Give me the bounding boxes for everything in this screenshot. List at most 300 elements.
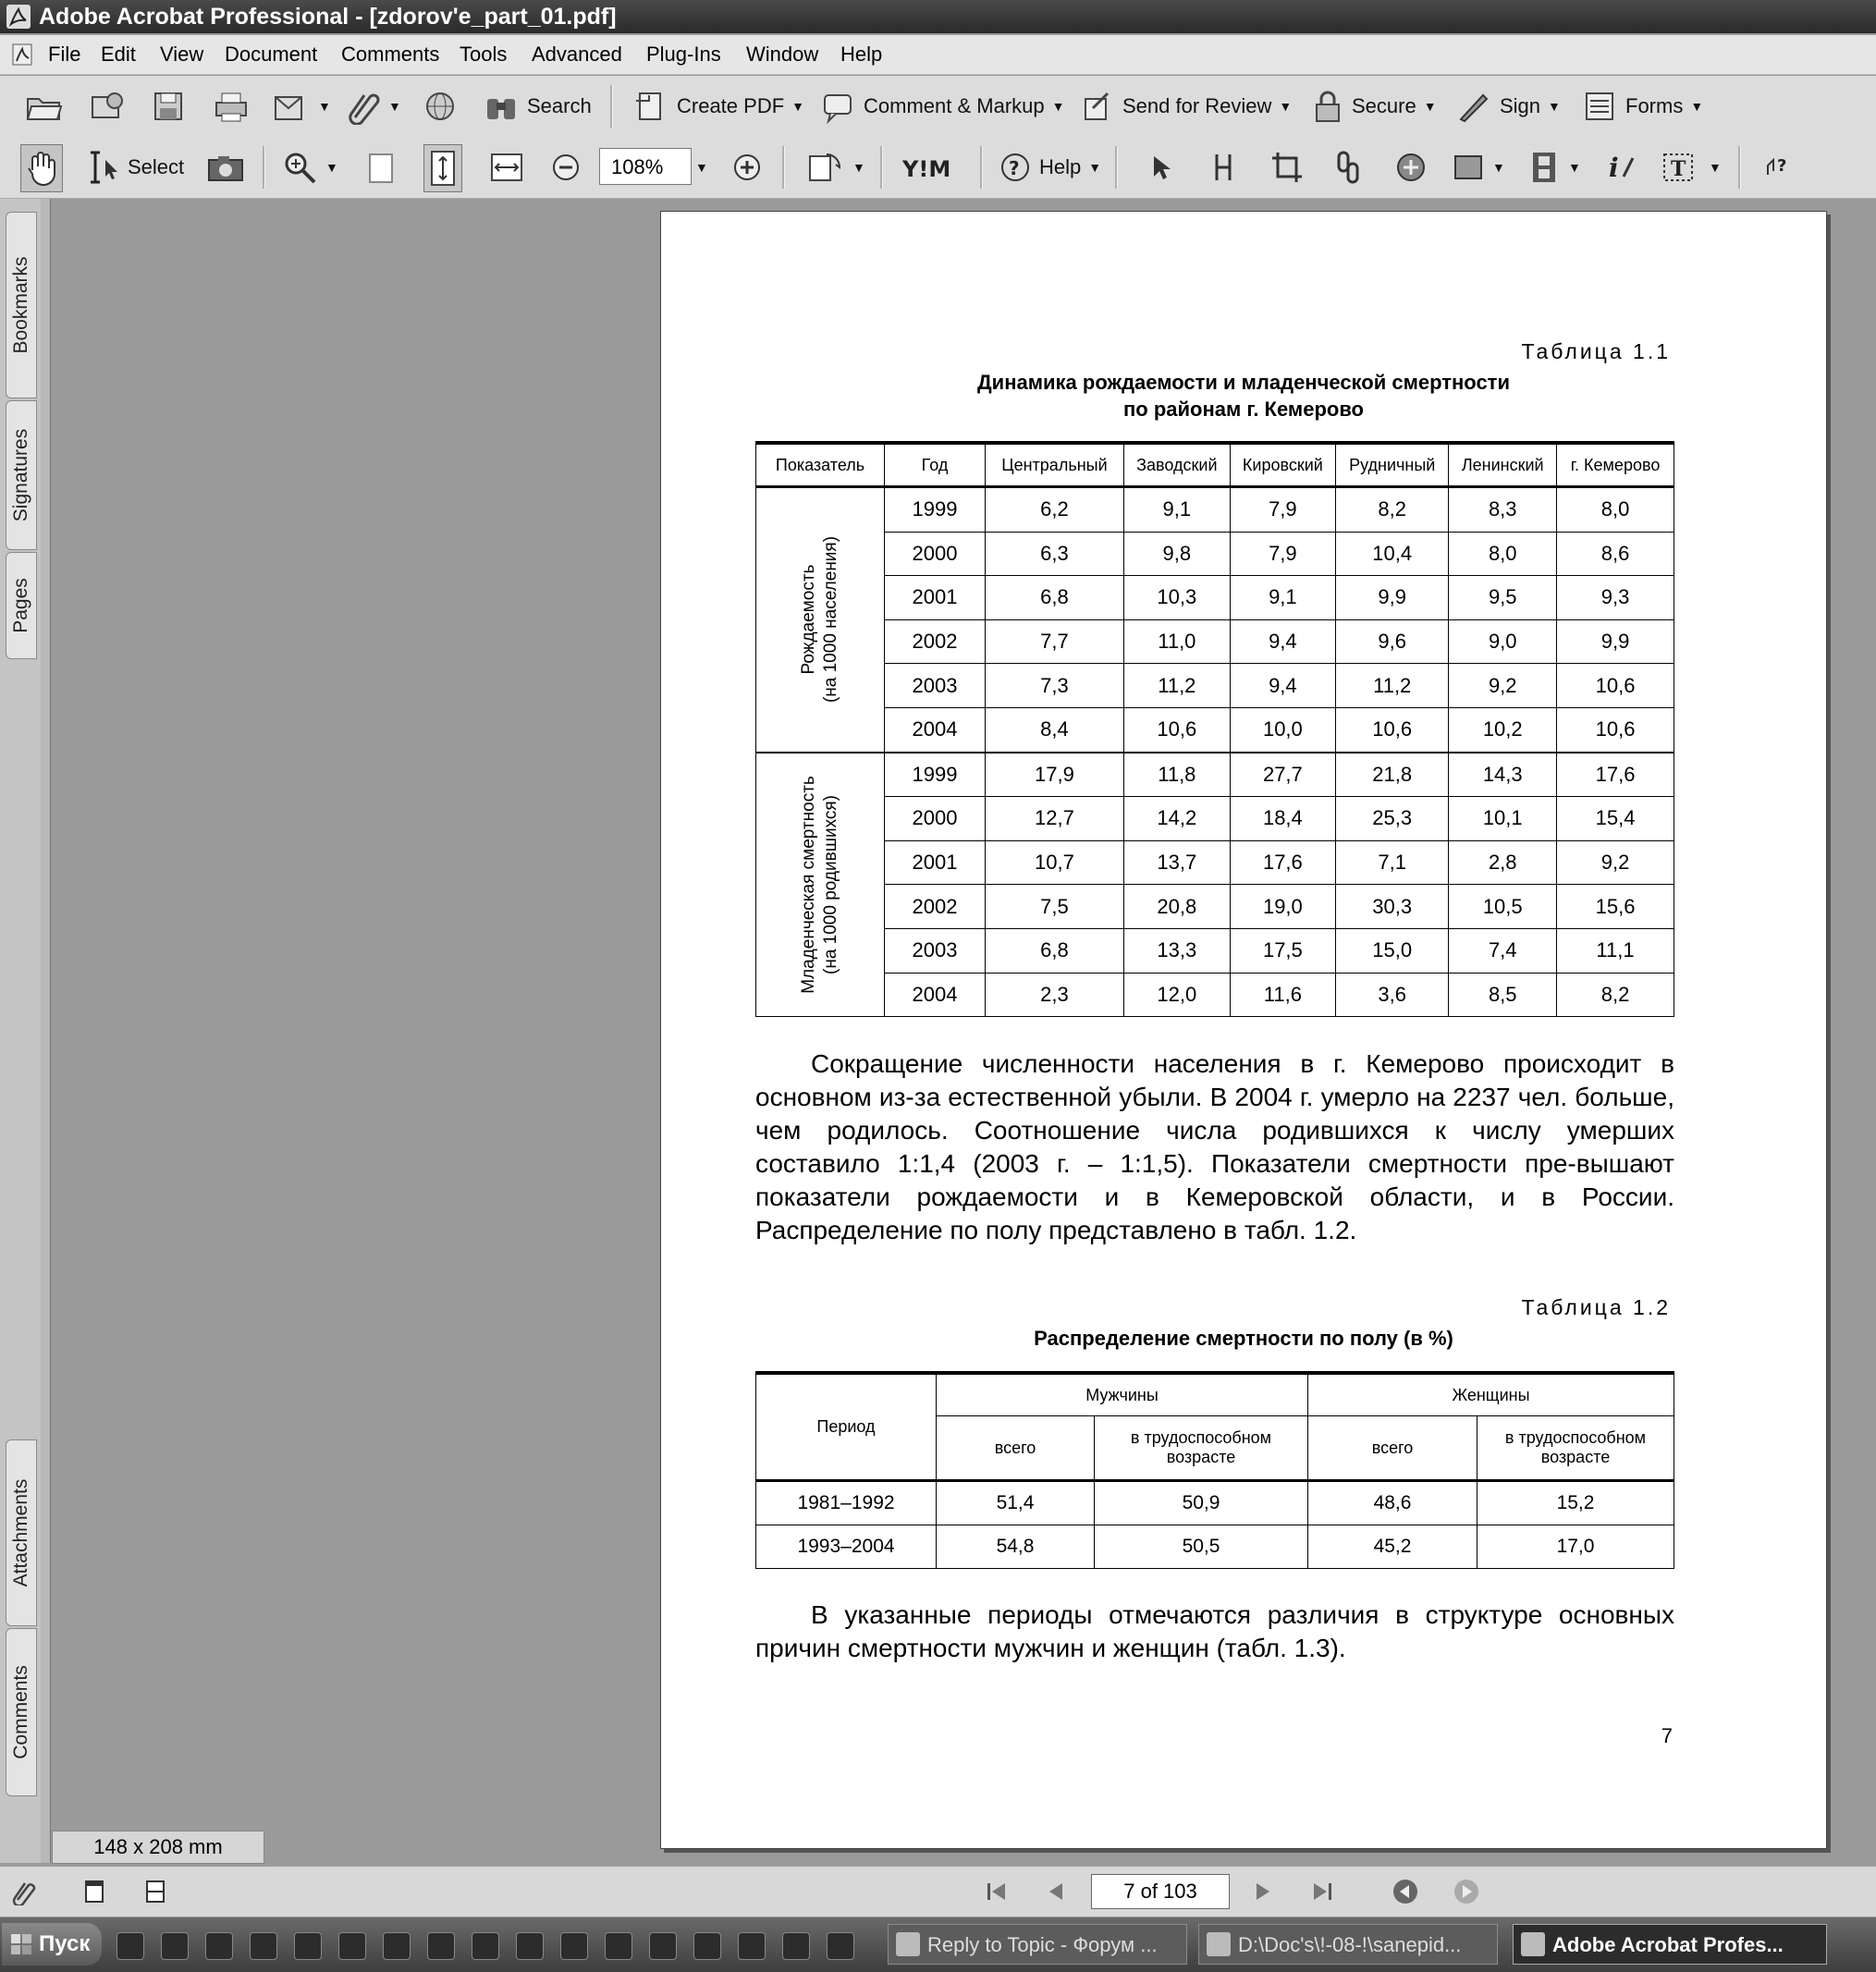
value-cell: 7,9 <box>1230 487 1335 533</box>
rectangle-shape-icon <box>1452 151 1485 184</box>
column-select-icon <box>1208 149 1241 186</box>
continuous-page-icon <box>141 1878 169 1905</box>
search-button[interactable] <box>483 83 592 129</box>
taskbar-button-acrobat[interactable] <box>1513 1924 1827 1965</box>
tab-comments[interactable] <box>6 1628 37 1796</box>
header-cell: г. Кемерово <box>1557 443 1674 487</box>
previous-page-icon <box>1042 1878 1070 1905</box>
value-cell: 9,2 <box>1449 664 1557 708</box>
value-cell: 10,3 <box>1123 576 1230 620</box>
start-label: Пуск <box>39 1931 91 1956</box>
toolbar-separator <box>880 146 883 189</box>
value-cell: 11,2 <box>1123 664 1230 708</box>
svg-text:i: i <box>1609 153 1619 183</box>
secure-button[interactable]: Secure ▼ <box>1311 83 1437 129</box>
value-cell: 20,8 <box>1123 885 1230 929</box>
create-pdf-label: Create PDF <box>677 94 785 117</box>
text-field-button[interactable] <box>1603 144 1640 190</box>
value-cell: 8,6 <box>1557 532 1674 576</box>
paragraph-2: В указанные периоды отмечаются различия в структуре основных причин смертности мужчин и женщин (табл. 1.3). <box>755 1600 1674 1662</box>
svg-text:?: ? <box>1009 157 1020 179</box>
value-cell: 6,3 <box>986 532 1124 576</box>
taskbar-button-forum[interactable] <box>888 1924 1187 1965</box>
search-label: Search <box>527 94 592 117</box>
text-cursor-icon <box>83 147 120 188</box>
tab-bookmarks[interactable] <box>6 212 37 398</box>
year-cell: 2000 <box>885 532 986 576</box>
tab-pages[interactable] <box>6 552 37 659</box>
sign-label: Sign <box>1500 94 1541 117</box>
value-cell: 15,0 <box>1335 928 1448 973</box>
value-cell: 10,1 <box>1449 797 1557 841</box>
value-cell: 9,4 <box>1230 664 1335 708</box>
help-button[interactable]: ? Help ▼ <box>999 144 1101 190</box>
send-for-review-label: Send for Review <box>1122 94 1272 117</box>
forms-button[interactable]: Forms ▼ <box>1581 83 1703 129</box>
menu-comments[interactable]: Comments <box>341 43 440 66</box>
zoom-in-button[interactable] <box>730 144 764 190</box>
help-label: Help <box>1039 155 1082 178</box>
table2-body <box>756 1481 1674 1569</box>
menu-help[interactable]: Help <box>840 43 883 66</box>
acrobat-app-icon <box>6 4 31 30</box>
save-button[interactable] <box>150 83 187 129</box>
quicklaunch-media-icon[interactable] <box>472 1932 499 1960</box>
value-cell: 50,9 <box>1095 1481 1308 1525</box>
zoom-dropdown-button[interactable]: ▼ <box>695 160 708 175</box>
header-men: Мужчины <box>937 1373 1308 1416</box>
quicklaunch-misc-icon[interactable] <box>827 1932 854 1960</box>
save-disk-icon <box>150 88 187 125</box>
value-cell: 13,3 <box>1123 928 1230 973</box>
select-label: Select <box>128 155 185 178</box>
zoom-in-tool-button[interactable]: ▼ <box>281 144 338 190</box>
continuous-view-button[interactable] <box>139 1876 172 1907</box>
fit-page-icon <box>424 148 461 189</box>
value-cell: 8,0 <box>1557 487 1674 533</box>
row-group-label-line1: Рождаемость <box>799 564 818 675</box>
value-cell: 9,6 <box>1335 619 1448 664</box>
plus-circle-icon <box>730 151 764 184</box>
table-row <box>756 797 1674 841</box>
status-bar <box>0 1866 1876 1917</box>
forward-circle-icon <box>1452 1877 1481 1906</box>
header-cell: Центральный <box>986 443 1124 487</box>
taskbar-button-label: Reply to Topic - Форум ... <box>927 1933 1158 1956</box>
next-page-button[interactable] <box>1245 1876 1281 1907</box>
binoculars-icon <box>483 88 520 125</box>
value-cell: 7,9 <box>1230 532 1335 576</box>
value-cell: 11,0 <box>1123 619 1230 664</box>
value-cell: 2,3 <box>986 973 1124 1017</box>
attachments-toggle[interactable] <box>6 1876 43 1907</box>
paperclip-icon <box>10 1878 38 1905</box>
fit-width-icon <box>486 149 527 186</box>
table1-title-line2: по районам г. Кемерово <box>1122 398 1364 421</box>
hand-icon <box>21 148 62 189</box>
header-men-working: в трудоспособном возрасте <box>1095 1416 1308 1481</box>
value-cell: 7,4 <box>1449 928 1557 973</box>
single-page-icon <box>80 1878 108 1905</box>
previous-view-button[interactable] <box>1387 1876 1424 1907</box>
year-cell: 2004 <box>885 707 986 752</box>
value-cell: 11,8 <box>1123 753 1230 797</box>
value-cell: 10,5 <box>1449 885 1557 929</box>
create-pdf-icon <box>632 88 669 125</box>
value-cell: 7,5 <box>986 885 1124 929</box>
title-bar <box>0 0 1876 33</box>
attach-button[interactable]: ▼ <box>344 83 401 129</box>
header-men-total: всего <box>937 1416 1095 1481</box>
value-cell: 17,6 <box>1230 840 1335 885</box>
rotate-view-button[interactable]: ▼ <box>804 144 865 190</box>
mortality-by-sex-table <box>755 1371 1674 1569</box>
select-tool-button[interactable] <box>83 144 184 190</box>
value-cell: 10,6 <box>1557 664 1674 708</box>
value-cell: 19,0 <box>1230 885 1335 929</box>
arrow-pointer-icon <box>1146 151 1174 184</box>
movie-tool-button[interactable]: ▼ <box>1527 144 1581 190</box>
organizer-icon <box>87 88 128 125</box>
menu-edit[interactable]: Edit <box>101 43 136 66</box>
toolbar-separator <box>1738 146 1741 189</box>
file-toolbar <box>0 76 1876 138</box>
value-cell: 6,2 <box>986 487 1124 533</box>
svg-text:Y!M: Y!M <box>902 156 951 182</box>
value-cell: 12,0 <box>1123 973 1230 1017</box>
table-row <box>756 753 1674 797</box>
actual-size-button[interactable] <box>362 144 399 190</box>
camera-icon <box>205 149 246 186</box>
value-cell: 3,6 <box>1335 973 1448 1017</box>
value-cell: 17,0 <box>1478 1525 1674 1569</box>
table-row <box>756 928 1674 973</box>
value-cell: 17,9 <box>986 753 1124 797</box>
value-cell: 12,7 <box>986 797 1124 841</box>
minus-circle-icon <box>549 151 582 184</box>
birth-mortality-table <box>755 441 1674 1017</box>
toolbar-separator <box>263 146 265 189</box>
typewriter-button[interactable] <box>1208 144 1241 190</box>
value-cell: 11,2 <box>1335 664 1448 708</box>
value-cell: 9,1 <box>1123 487 1230 533</box>
row-group-label-line1: Младенческая смертность <box>799 776 818 994</box>
value-cell: 51,4 <box>937 1481 1095 1525</box>
folder-window-icon <box>1207 1932 1231 1956</box>
value-cell: 9,8 <box>1123 532 1230 576</box>
tab-bookmarks-label: Bookmarks <box>10 256 31 354</box>
period-cell: 1993–2004 <box>756 1525 937 1569</box>
row-group-birth-rate <box>756 487 885 753</box>
zoom-level-input[interactable]: 108% <box>599 148 692 185</box>
value-cell: 14,2 <box>1123 797 1230 841</box>
value-cell: 8,2 <box>1557 973 1674 1017</box>
year-cell: 2003 <box>885 928 986 973</box>
row-group-label-line2: (на 1000 населения) <box>821 536 840 704</box>
header-cell: Кировский <box>1230 443 1335 487</box>
row-group-label <box>798 536 842 703</box>
toolbar-separator <box>610 85 613 128</box>
taskbar-button-label: D:\Doc's\!-08-!\sanepid... <box>1238 1933 1462 1956</box>
navigation-pane <box>0 199 42 1863</box>
year-cell: 2001 <box>885 576 986 620</box>
actual-size-icon <box>362 149 399 186</box>
header-cell: Ленинский <box>1449 443 1557 487</box>
pen-sign-icon <box>1455 88 1492 125</box>
last-page-button[interactable] <box>1304 1876 1341 1907</box>
table-row <box>756 1481 1674 1525</box>
windows-logo-icon <box>9 1932 33 1956</box>
next-view-button[interactable] <box>1448 1876 1485 1907</box>
table-row <box>756 1525 1674 1569</box>
year-cell: 2004 <box>885 973 986 1017</box>
value-cell: 11,6 <box>1230 973 1335 1017</box>
taskbar-button-label: Adobe Acrobat Profes... <box>1552 1933 1784 1956</box>
menu-tools[interactable]: Tools <box>460 43 508 66</box>
value-cell: 10,6 <box>1335 707 1448 752</box>
value-cell: 27,7 <box>1230 753 1335 797</box>
article-button[interactable] <box>1392 144 1429 190</box>
sign-button[interactable]: Sign ▼ <box>1455 83 1561 129</box>
value-cell: 13,7 <box>1123 840 1230 885</box>
table-row <box>756 664 1674 708</box>
page-number-input[interactable]: 7 of 103 <box>1091 1874 1230 1909</box>
value-cell: 9,4 <box>1230 619 1335 664</box>
table2-number: Таблица 1.2 <box>1521 1295 1671 1319</box>
windows-taskbar <box>0 1917 1876 1972</box>
last-page-icon <box>1308 1878 1336 1905</box>
comment-markup-button[interactable]: Comment & Markup ▼ <box>819 83 1064 129</box>
value-cell: 17,5 <box>1230 928 1335 973</box>
table1-body <box>756 487 1674 1017</box>
comment-bubble-icon <box>819 88 856 125</box>
browser-window-icon <box>896 1932 920 1956</box>
what-is-this-icon <box>1760 149 1797 186</box>
value-cell: 9,2 <box>1557 840 1674 885</box>
tab-attachments-label: Attachments <box>10 1478 31 1587</box>
help-icon <box>999 151 1032 184</box>
forms-icon <box>1581 88 1618 125</box>
window-title: Adobe Acrobat Professional - [zdorov'e_part_01.pdf] <box>39 4 617 30</box>
value-cell: 9,9 <box>1335 576 1448 620</box>
row-group-infant-mortality <box>756 753 885 1017</box>
crop-icon <box>1269 149 1306 186</box>
view-toolbar <box>0 137 1876 199</box>
tab-comments-label: Comments <box>10 1665 31 1759</box>
next-page-icon <box>1249 1878 1277 1905</box>
value-cell: 2,8 <box>1449 840 1557 885</box>
menu-view[interactable]: View <box>160 43 204 66</box>
year-cell: 2001 <box>885 840 986 885</box>
value-cell: 54,8 <box>937 1525 1095 1569</box>
web-capture-button[interactable] <box>422 83 462 129</box>
value-cell: 7,3 <box>986 664 1124 708</box>
globe-icon <box>422 88 462 125</box>
toolbar-separator <box>1115 146 1118 189</box>
create-pdf-button[interactable]: Create PDF ▼ <box>632 83 804 129</box>
yahoo-search-button[interactable] <box>901 144 967 190</box>
text-edit-button[interactable]: T ▼ <box>1661 144 1722 190</box>
menu-advanced[interactable]: Advanced <box>532 43 622 66</box>
value-cell: 10,0 <box>1230 707 1335 752</box>
send-for-review-button[interactable]: Send for Review ▼ <box>1078 83 1292 129</box>
crop-button[interactable] <box>1269 144 1306 190</box>
value-cell: 9,5 <box>1449 576 1557 620</box>
header-women: Женщины <box>1308 1373 1674 1416</box>
header-cell: Заводский <box>1123 443 1230 487</box>
year-cell: 2000 <box>885 797 986 841</box>
select-object-button[interactable] <box>1146 144 1174 190</box>
year-cell: 2002 <box>885 885 986 929</box>
value-cell: 25,3 <box>1335 797 1448 841</box>
header-women-working: в трудоспособном возрасте <box>1478 1416 1674 1481</box>
value-cell: 10,6 <box>1557 707 1674 752</box>
paragraph-1: Сокращение численности населения в г. Кемерово происходит в основном из-за естественной убыли. В 2004 г. умерло на 2237 чел. больше, чем родилось. Соотношение числа родившихся к числу умерших составило 1:1,4 (2003 г. – 1:1,5). Показатели смертности пре-вышают показатели рождаемости и в Кемеровской области, и в России. Распределение по полу представлено в табл. 1.2. <box>755 1049 1674 1244</box>
value-cell: 15,4 <box>1557 797 1674 841</box>
year-cell: 2002 <box>885 619 986 664</box>
value-cell: 8,3 <box>1449 487 1557 533</box>
snapshot-button[interactable] <box>205 144 246 190</box>
quicklaunch-globe-icon[interactable] <box>782 1932 810 1960</box>
quicklaunch-app-icon[interactable] <box>294 1932 322 1960</box>
value-cell: 8,4 <box>986 707 1124 752</box>
table-header-row <box>756 1373 1674 1416</box>
value-cell: 8,2 <box>1335 487 1448 533</box>
open-button[interactable] <box>24 83 65 129</box>
zoom-out-button[interactable] <box>549 144 582 190</box>
value-cell: 15,2 <box>1478 1481 1674 1525</box>
secure-label: Secure <box>1352 94 1416 117</box>
table-row <box>756 973 1674 1017</box>
year-cell: 1999 <box>885 753 986 797</box>
menu-plugins[interactable]: Plug-Ins <box>646 43 721 66</box>
year-cell: 2003 <box>885 664 986 708</box>
quicklaunch-word-icon[interactable] <box>383 1932 411 1960</box>
quicklaunch-excel-icon[interactable] <box>427 1932 455 1960</box>
value-cell: 9,9 <box>1557 619 1674 664</box>
printer-icon <box>211 88 251 125</box>
value-cell: 9,1 <box>1230 576 1335 620</box>
send-review-icon <box>1078 88 1115 125</box>
value-cell: 10,2 <box>1449 707 1557 752</box>
tab-pages-label: Pages <box>10 578 31 633</box>
value-cell: 6,8 <box>986 928 1124 973</box>
value-cell: 10,6 <box>1123 707 1230 752</box>
menu-bar <box>0 35 1876 75</box>
comment-markup-label: Comment & Markup <box>864 94 1045 117</box>
link-icon <box>1331 149 1365 186</box>
quicklaunch-network-icon[interactable] <box>205 1932 233 1960</box>
menu-file[interactable]: File <box>48 43 81 66</box>
table-row <box>756 619 1674 664</box>
taskbar-button-explorer[interactable] <box>1198 1924 1498 1965</box>
quicklaunch-chart-icon[interactable] <box>693 1932 721 1960</box>
menu-document[interactable]: Document <box>225 43 318 66</box>
link-button[interactable] <box>1331 144 1365 190</box>
table-row <box>756 885 1674 929</box>
menu-window[interactable]: Window <box>746 43 819 66</box>
organizer-button[interactable] <box>87 83 128 129</box>
table-row <box>756 532 1674 576</box>
value-cell: 11,1 <box>1557 928 1674 973</box>
document-page <box>660 211 1827 1849</box>
table-header-row <box>756 443 1674 487</box>
toolbar-separator <box>782 146 785 189</box>
back-circle-icon <box>1391 1877 1420 1906</box>
previous-page-button[interactable] <box>1037 1876 1074 1907</box>
tab-signatures[interactable] <box>6 400 37 550</box>
document-menu-icon[interactable] <box>9 41 37 68</box>
header-period: Период <box>756 1373 937 1481</box>
quicklaunch-disc-icon[interactable] <box>649 1932 677 1960</box>
quicklaunch-player-icon[interactable] <box>605 1932 632 1960</box>
open-folder-icon <box>24 88 65 125</box>
value-cell: 9,0 <box>1449 619 1557 664</box>
tab-signatures-label: Signatures <box>10 428 31 522</box>
header-women-total: всего <box>1308 1416 1478 1481</box>
quicklaunch-messenger-icon[interactable] <box>738 1932 766 1960</box>
first-page-button[interactable] <box>978 1876 1015 1907</box>
table1-number: Таблица 1.1 <box>1521 339 1671 363</box>
lock-icon <box>1311 88 1344 125</box>
svg-text:?: ? <box>1777 156 1787 176</box>
email-button[interactable]: ▼ <box>270 83 331 129</box>
value-cell: 7,1 <box>1335 840 1448 885</box>
start-button[interactable] <box>2 1923 102 1966</box>
fit-width-button[interactable] <box>486 144 527 190</box>
tab-attachments[interactable] <box>6 1439 37 1626</box>
fit-page-button[interactable] <box>423 144 462 192</box>
what-is-this-button[interactable] <box>1760 144 1797 190</box>
value-cell: 10,4 <box>1335 532 1448 576</box>
toolbar-separator <box>980 146 983 189</box>
print-button[interactable] <box>211 83 251 129</box>
table-row <box>756 840 1674 885</box>
value-cell: 17,6 <box>1557 753 1674 797</box>
email-icon <box>270 88 311 125</box>
quicklaunch-sum-icon[interactable] <box>560 1932 588 1960</box>
acrobat-window-icon <box>1521 1932 1545 1956</box>
value-cell: 50,5 <box>1095 1525 1308 1569</box>
row-group-label-line2: (на 1000 родившихся) <box>821 794 840 974</box>
value-cell: 9,3 <box>1557 576 1674 620</box>
forms-label: Forms <box>1625 94 1684 117</box>
quicklaunch-browser-icon[interactable] <box>161 1932 189 1960</box>
value-cell: 21,8 <box>1335 753 1448 797</box>
single-page-view-button[interactable] <box>78 1876 111 1907</box>
value-cell: 48,6 <box>1308 1481 1478 1525</box>
quicklaunch-window-icon[interactable] <box>338 1932 366 1960</box>
quicklaunch-tool-icon[interactable] <box>250 1932 277 1960</box>
hand-tool-button[interactable] <box>20 144 63 192</box>
value-cell: 6,8 <box>986 576 1124 620</box>
page-size-indicator: 148 x 208 mm <box>52 1831 264 1864</box>
quicklaunch-viewer-icon[interactable] <box>516 1932 544 1960</box>
shape-tool-button[interactable]: ▼ <box>1452 144 1505 190</box>
value-cell: 7,7 <box>986 619 1124 664</box>
quicklaunch-desktop-icon[interactable] <box>116 1932 144 1960</box>
text-insert-icon <box>1603 149 1640 186</box>
table-row <box>756 707 1674 752</box>
article-thread-icon <box>1392 149 1429 186</box>
header-cell: Год <box>885 443 986 487</box>
year-cell: 1999 <box>885 487 986 533</box>
value-cell: 45,2 <box>1308 1525 1478 1569</box>
page-number: 7 <box>1661 1724 1673 1747</box>
table2-title: Распределение смертности по полу (в %) <box>1034 1327 1453 1350</box>
pane-splitter[interactable] <box>41 199 51 1863</box>
magnifier-icon <box>281 149 318 186</box>
